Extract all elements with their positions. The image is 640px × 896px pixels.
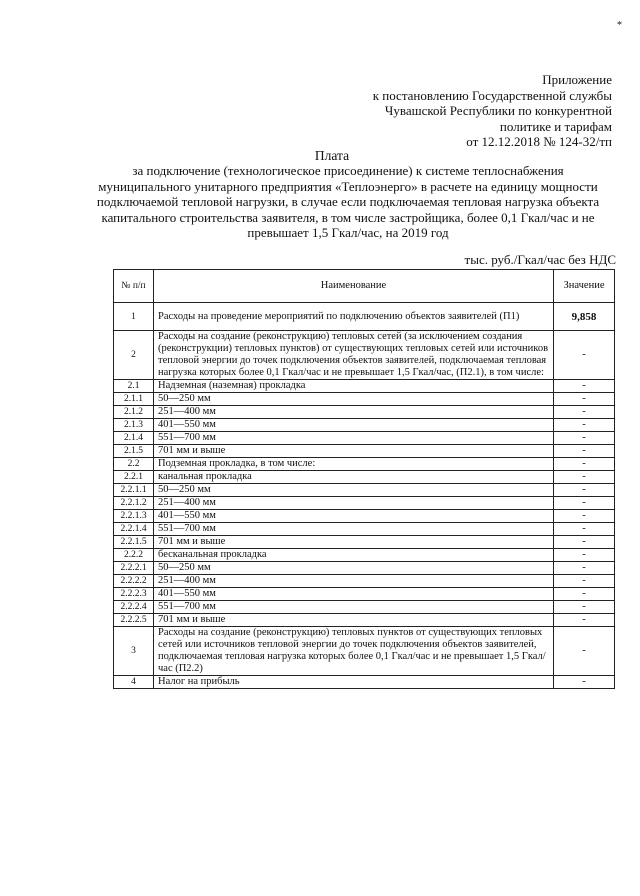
document-subtitle: за подключение (технологическое присоединение) к системе теплоснабжения муниципального унитарного предприятия «Теплоэнерго» в расчете на единицу мощности подключаемой тепловой нагрузки, в случае если подключаемая тепловая нагрузка объекта капитального строительства заявителя, в том числе застройщика, более 0,1 Гкал/час и не превышает 1,5 Гкал/час, на 2019 год xyxy=(96,163,600,240)
row-value: - xyxy=(554,471,615,484)
row-name: Расходы на создание (реконструкцию) тепловых пунктов от существующих тепловых сетей или источников тепловой энергии до точек подключения объектов заявителей, подключаемая тепловая нагрузка которых более 0,1 Гкал/час и не превышает 1,5 Гкал/час (П2.2) xyxy=(154,627,554,676)
row-number: 2.1.1 xyxy=(114,393,154,406)
row-name: 401—550 мм xyxy=(154,588,554,601)
row-value: - xyxy=(554,484,615,497)
table-row xyxy=(114,419,615,432)
table-row xyxy=(114,627,615,676)
row-number: 1 xyxy=(114,303,154,331)
document-title: Плата xyxy=(314,148,350,163)
row-value: - xyxy=(554,627,615,676)
row-name: 50—250 мм xyxy=(154,484,554,497)
row-name: Подземная прокладка, в том числе: xyxy=(154,458,554,471)
row-value: - xyxy=(554,562,615,575)
annex-line: политике и тарифам xyxy=(499,118,612,134)
annex-line: от 12.12.2018 № 124-32/тп xyxy=(466,134,612,149)
table-row xyxy=(114,393,615,406)
row-name: бесканальная прокладка xyxy=(154,549,554,562)
row-number: 2 xyxy=(114,331,154,380)
table-row xyxy=(114,575,615,588)
table-row xyxy=(114,303,615,331)
row-name: 251—400 мм xyxy=(154,406,554,419)
row-value: - xyxy=(554,523,615,536)
annex-line: Чувашской Республики по конкурентной xyxy=(384,103,612,118)
table-header-row xyxy=(114,270,615,303)
row-value: - xyxy=(554,497,615,510)
row-number: 2.2.1.5 xyxy=(114,536,154,549)
table-row xyxy=(114,484,615,497)
tariff-table xyxy=(113,269,615,689)
row-number: 2.2.2.4 xyxy=(114,601,154,614)
row-number: 2.1.2 xyxy=(114,406,154,419)
table-row xyxy=(114,549,615,562)
row-number: 2.2.2.1 xyxy=(114,562,154,575)
table-row xyxy=(114,497,615,510)
header-name: Наименование xyxy=(154,270,554,303)
row-value: - xyxy=(554,380,615,393)
table-row xyxy=(114,510,615,523)
table-row xyxy=(114,562,615,575)
row-value: - xyxy=(554,601,615,614)
row-number: 2.1.4 xyxy=(114,432,154,445)
row-name: 401—550 мм xyxy=(154,419,554,432)
row-name: канальная прокладка xyxy=(154,471,554,484)
row-number: 2.2 xyxy=(114,458,154,471)
row-value: - xyxy=(554,331,615,380)
row-name: 251—400 мм xyxy=(154,575,554,588)
row-number: 2.2.1.3 xyxy=(114,510,154,523)
table-row xyxy=(114,536,615,549)
row-value: 9,858 xyxy=(554,303,615,331)
row-number: 3 xyxy=(114,627,154,676)
row-number: 2.2.2.2 xyxy=(114,575,154,588)
header-value: Значение xyxy=(554,270,615,303)
table-row xyxy=(114,445,615,458)
row-name: 50—250 мм xyxy=(154,393,554,406)
row-name: 551—700 мм xyxy=(154,432,554,445)
row-number: 2.2.2.5 xyxy=(114,614,154,627)
row-value: - xyxy=(554,419,615,432)
header-num: № п/п xyxy=(114,270,154,303)
row-number: 2.2.1.1 xyxy=(114,484,154,497)
corner-mark: * xyxy=(617,20,622,31)
row-value: - xyxy=(554,445,615,458)
row-value: - xyxy=(554,536,615,549)
table-row xyxy=(114,588,615,601)
row-name: 701 мм и выше xyxy=(154,614,554,627)
annex-line: Приложение xyxy=(542,72,612,87)
row-name: Расходы на создание (реконструкцию) тепловых сетей (за исключением создания (реконструкции) тепловых пунктов) от существующих тепловых сетей или источников тепловой энергии до точек подключения объектов заявителей, подключаемая тепловая нагрузка которых более 0,1 Гкал/час и не превышает 1,5 Гкал/час, (П2.1), в том числе: xyxy=(154,331,554,380)
row-number: 4 xyxy=(114,676,154,689)
row-number: 2.1.3 xyxy=(114,419,154,432)
row-name: Налог на прибыль xyxy=(154,676,554,689)
row-value: - xyxy=(554,406,615,419)
row-number: 2.2.1 xyxy=(114,471,154,484)
row-name: 251—400 мм xyxy=(154,497,554,510)
row-value: - xyxy=(554,549,615,562)
row-value: - xyxy=(554,614,615,627)
row-value: - xyxy=(554,458,615,471)
row-number: 2.2.1.4 xyxy=(114,523,154,536)
table-row xyxy=(114,614,615,627)
row-name: 401—550 мм xyxy=(154,510,554,523)
row-value: - xyxy=(554,432,615,445)
row-value: - xyxy=(554,575,615,588)
table-row xyxy=(114,380,615,393)
row-name: 50—250 мм xyxy=(154,562,554,575)
table-row xyxy=(114,432,615,445)
annex-block xyxy=(373,72,612,150)
row-value: - xyxy=(554,393,615,406)
row-name: Расходы на проведение мероприятий по подключению объектов заявителей (П1) xyxy=(154,303,554,331)
row-value: - xyxy=(554,588,615,601)
table-row xyxy=(114,471,615,484)
row-name: 701 мм и выше xyxy=(154,536,554,549)
row-name: 551—700 мм xyxy=(154,601,554,614)
row-number: 2.2.2 xyxy=(114,549,154,562)
row-name: 551—700 мм xyxy=(154,523,554,536)
table-row xyxy=(114,406,615,419)
row-value: - xyxy=(554,510,615,523)
table-row xyxy=(114,331,615,380)
row-name: Надземная (наземная) прокладка xyxy=(154,380,554,393)
table-row xyxy=(114,523,615,536)
row-number: 2.1 xyxy=(114,380,154,393)
annex-line: к постановлению Государственной службы xyxy=(372,87,612,103)
units-label: тыс. руб./Гкал/час без НДС xyxy=(464,252,616,267)
row-number: 2.1.5 xyxy=(114,445,154,458)
row-number: 2.2.2.3 xyxy=(114,588,154,601)
table-row xyxy=(114,676,615,689)
row-name: 701 мм и выше xyxy=(154,445,554,458)
table-row xyxy=(114,601,615,614)
row-number: 2.2.1.2 xyxy=(114,497,154,510)
row-value: - xyxy=(554,676,615,689)
table-row xyxy=(114,458,615,471)
